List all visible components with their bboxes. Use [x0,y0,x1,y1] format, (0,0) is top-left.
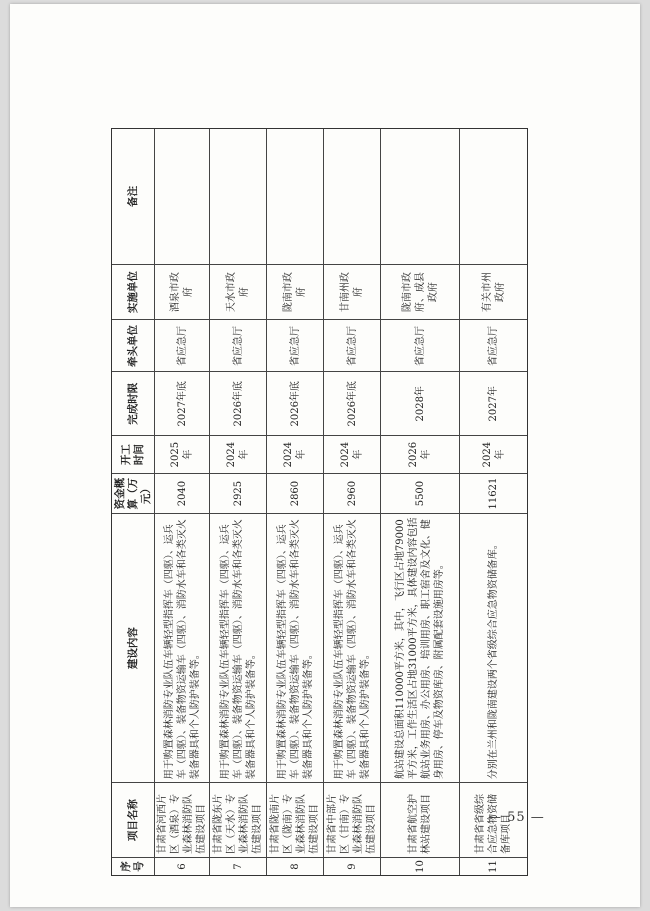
cell-content: 用于购置森林消防专业队伍车辆轻型指挥车（四驱）、运兵车（四驱）、装备物资运输车（四驱）、消防水车和各类灭火装备器具和个人防护装备等。 [324,513,380,782]
cell-remark [381,129,459,264]
table-row [210,129,267,875]
cell-finish: 2026年底 [210,371,266,435]
cell-impl: 有关市州政府 [460,264,527,320]
table-row [155,129,210,875]
table-row [460,129,527,875]
cell-lead: 省应急厅 [324,320,380,372]
cell-budget: 11621 [460,473,527,513]
cell-start: 2024年 [460,435,527,473]
cell-name: 甘肃省河西片区（酒泉）专业森林消防队伍建设项目 [155,782,209,857]
cell-lead: 省应急厅 [381,320,459,372]
table-row [324,129,381,875]
cell-content: 用于购置森林消防专业队伍车辆轻型指挥车（四驱）、运兵车（四驱）、装备物资运输车（四驱）、消防水车和各类灭火装备器具和个人防护装备等。 [210,513,266,782]
cell-impl: 陇南市政府 [267,264,323,320]
cell-finish: 2028年 [381,371,459,435]
cell-start: 2024年 [324,435,380,473]
cell-seq: 7 [210,857,266,875]
cell-name: 甘肃省省级综合应急物资储备库项目 [460,782,527,857]
cell-remark [324,129,380,264]
cell-start: 2025年 [155,435,209,473]
cell-lead: 省应急厅 [210,320,266,372]
cell-finish: 2027年底 [155,371,209,435]
cell-name: 甘肃省航空护林站建设项目 [381,782,459,857]
page-number: — 55 — [488,810,545,825]
cell-lead: 省应急厅 [155,320,209,372]
cell-impl: 酒泉市政府 [155,264,209,320]
header-seq: 序号 [112,857,154,875]
header-remark: 备注 [126,185,139,207]
cell-content: 航站建设总面积110000平方米，其中，飞行区占地79000平方米，工作生活区占地31000平方米，具体建设内容包括航站业务用房、办公用房、培训用房、职工宿舍及文化、健身用房、停车及物资库房、附属配套设施用房等。 [381,513,459,782]
document-page [10,4,640,907]
cell-budget: 2925 [210,473,266,513]
cell-finish: 2027年 [460,371,527,435]
cell-remark [267,129,323,264]
cell-budget: 2960 [324,473,380,513]
cell-impl: 陇南市政府、成县政府 [381,264,459,320]
cell-seq: 11 [460,857,527,875]
header-start: 开工时间 [112,435,154,473]
project-table [111,128,528,876]
header-finish: 完成时限 [112,371,154,435]
cell-name: 甘肃省中部片区（甘南）专业森林消防队伍建设项目 [324,782,380,857]
cell-start: 2024年 [267,435,323,473]
header-content: 建设内容 [112,513,154,782]
header-lead: 牵头单位 [112,320,154,372]
cell-seq: 6 [155,857,209,875]
cell-seq: 8 [267,857,323,875]
cell-budget: 2040 [155,473,209,513]
cell-name: 甘肃省陇东片区（天水）专业森林消防队伍建设项目 [210,782,266,857]
cell-remark [155,129,209,264]
cell-name: 甘肃省陇南片区（陇南）专业森林消防队伍建设项目 [267,782,323,857]
cell-budget: 5500 [381,473,459,513]
cell-finish: 2026年底 [267,371,323,435]
header-name: 项目名称 [112,782,154,857]
cell-seq: 10 [381,857,459,875]
rotated-table-frame [111,128,528,876]
cell-content: 用于购置森林消防专业队伍车辆轻型指挥车（四驱）、运兵车（四驱）、装备物资运输车（四驱）、消防水车和各类灭火装备器具和个人防护装备等。 [267,513,323,782]
header-budget: 资金概算（万元） [112,473,154,513]
table-row [381,129,460,875]
cell-seq: 9 [324,857,380,875]
cell-lead: 省应急厅 [267,320,323,372]
header-impl: 实施单位 [112,264,154,320]
table-header-row [112,129,155,875]
cell-content: 用于购置森林消防专业队伍车辆轻型指挥车（四驱）、运兵车（四驱）、装备物资运输车（四驱）、消防水车和各类灭火装备器具和个人防护装备等。 [155,513,209,782]
cell-start: 2026年 [381,435,459,473]
table-row [267,129,324,875]
cell-finish: 2026年底 [324,371,380,435]
cell-lead: 省应急厅 [460,320,527,372]
cell-budget: 2860 [267,473,323,513]
cell-impl: 天水市政府 [210,264,266,320]
cell-start: 2024年 [210,435,266,473]
cell-remark [210,129,266,264]
cell-content: 分别在兰州和陇南建设两个省级综合应急物资储备库。 [460,513,527,782]
cell-impl: 甘南州政府 [324,264,380,320]
cell-remark [460,129,527,264]
